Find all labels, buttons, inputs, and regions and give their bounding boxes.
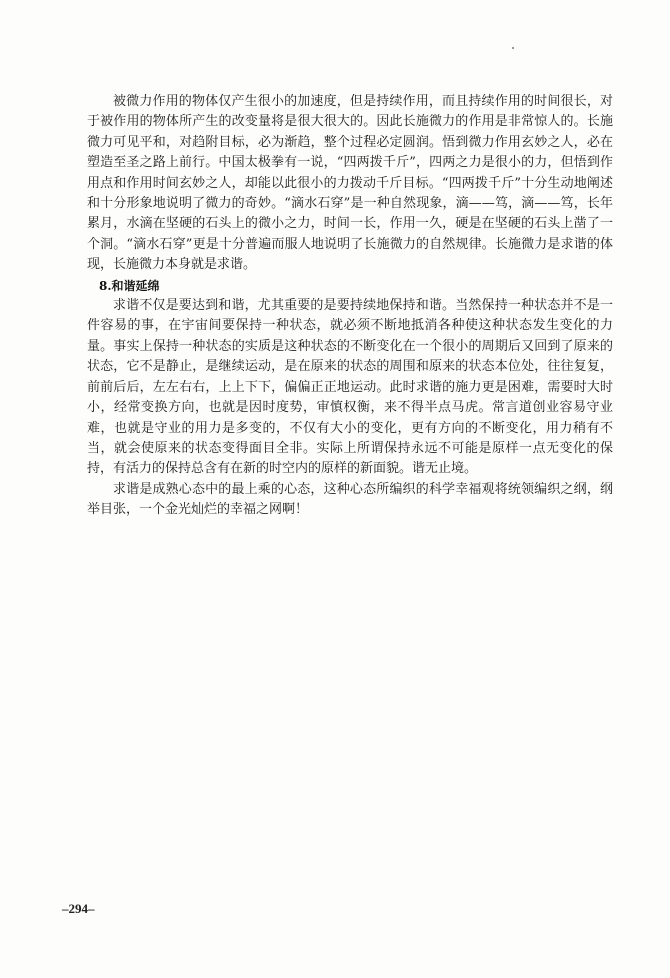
paragraph-mature-mindset: 求谐是成熟心态中的最上乘的心态，这种心态所编织的科学幸福观将统领编织之纲，纲举目张，一个金光灿烂的幸福之网啊！	[87, 481, 613, 518]
page-body	[87, 92, 613, 521]
paragraph-micro-force: 被微力作用的物体仅产生很小的加速度，但是持续作用，而且持续作用的时间很长，对于被作用的物体所产生的改变量将是很大很大的。因此长施微力的作用是非常惊人的。长施微力可见平和，对趋附目标，必为渐趋，整个过程必定圆润。悟到微力作用玄妙之人，必在塑造至圣之路上前行。中国太极拳有一说，“四两拨千斤”，四两之力是很小的力，但悟到作用点和作用时间玄妙之人，却能以此很小的力拨动千斤目标。“四两拨千斤”十分生动地阐述和十分形象地说明了微力的奇妙。“滴水石穿”是一种自然现象，滴——笃，滴——笃，长年累月，水滴在坚硬的石头上的微小之力，时间一长，作用一久，硬是在坚硬的石头上凿了一个洞。“滴水石穿”更是十分普遍而服人地说明了长施微力的自然规律。长施微力是求谐的体现，长施微力本身就是求谐。	[87, 94, 613, 273]
paragraph-maintaining-harmony: 求谐不仅是要达到和谐，尤其重要的是要持续地保持和谐。当然保持一种状态并不是一件容易的事，在宇宙间要保持一种状态，就必须不断地抵消各种使这种状态发生变化的力量。事实上保持一种状态的实质是这种状态的不断变化在一个很小的周期后又回到了原来的状态，它不是静止，是继续运动，是在原来的状态的周围和原来的状态本位处，往往复复，前前后后，左左右右，上上下下，偏偏正正地运动。此时求谐的施力更是困难，需要时大时小，经常变换方向，也就是因时度势，审慎权衡，来不得半点马虎。常言道创业容易守业难，也就是守业的用力是多变的，不仅有大小的变化，更有方向的不断变化，用力稍有不当，就会使原来的状态变得面目全非。实际上所谓保持永远不可能是原样一点无变化的保持，有活力的保持总含有在新的时空内的原样的新面貌。谐无止境。	[87, 298, 613, 477]
section-heading-harmony-continuity: 8.和谐延绵	[99, 278, 160, 293]
page-number: –294–	[62, 901, 95, 916]
scan-speck	[512, 47, 514, 49]
